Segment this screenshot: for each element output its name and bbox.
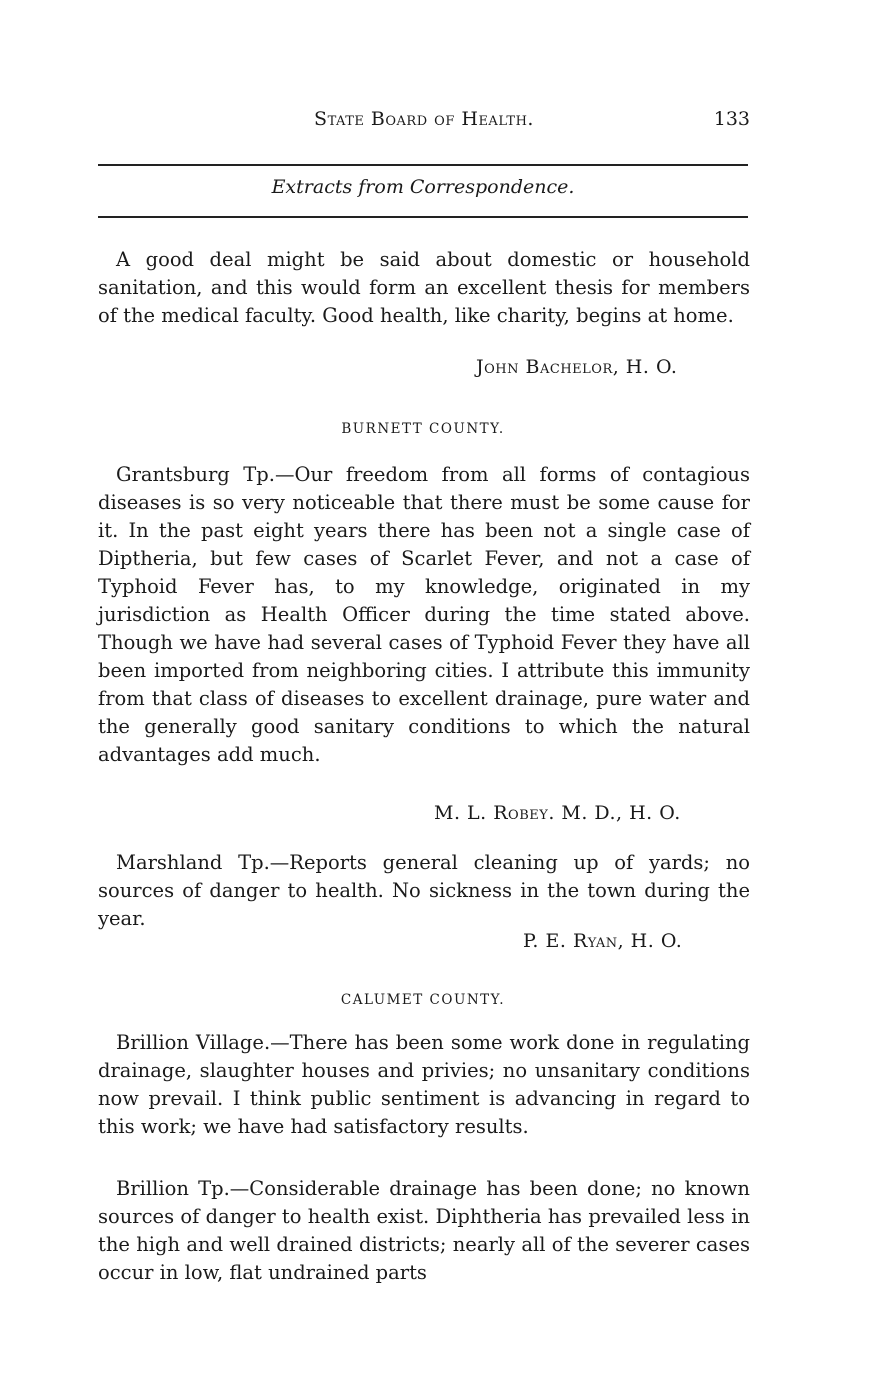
grantsburg-paragraph <box>98 461 750 769</box>
signature-ryan: P. E. Ryan, H. O. <box>523 930 683 952</box>
running-title: State Board of Health. <box>314 108 534 130</box>
paragraph-text: Brillion Village.—There has been some work done in regulating drainage, slaughter houses and privies; no unsanitary conditions now prevail. I think public sentiment is advancing in regard to this work; we have had satisfactory results. <box>98 1031 750 1138</box>
county-heading-calumet: CALUMET COUNTY. <box>340 992 506 1008</box>
paragraph-text: Grantsburg Tp.—Our freedom from all forms of contagious diseases is so very noticeable that there must be some cause for it. In the past eight years there has been not a single case of Diptheria, but few cases of Scarlet Fever, and not a case of Typhoid Fever has, to my knowledge, originated in my jurisdiction as Health Officer during the time stated above. Though we have had several cases of Typhoid Fever they have all been imported from neighboring cities. I attribute this immunity from that class of diseases to excellent drainage, pure water and the generally good sanitary conditions to which the natural advantages add much. <box>98 463 750 766</box>
signature-bachelor: John Bachelor, H. O. <box>476 356 678 378</box>
paragraph-text: Brillion Tp.—Considerable drainage has been done; no known sources of danger to health exist. Diphtheria has prevailed less in the high and well drained districts; nearly all of the severer cases occur in low, flat undrained parts <box>98 1177 750 1284</box>
page-number: 133 <box>713 108 750 130</box>
paragraph-text: Marshland Tp.—Reports general cleaning up of yards; no sources of danger to health. No sickness in the town during the year. <box>98 851 750 930</box>
bottom-rule <box>98 216 748 218</box>
opening-paragraph <box>98 246 750 330</box>
marshland-paragraph <box>98 849 750 933</box>
paragraph-text: A good deal might be said about domestic or household sanitation, and this would form an excellent thesis for members of the medical faculty. Good health, like charity, begins at home. <box>98 248 750 327</box>
section-title: Extracts from Correspondence. <box>271 176 575 198</box>
signature-robey: M. L. Robey. M. D., H. O. <box>434 802 681 824</box>
brillion-village-paragraph <box>98 1029 750 1141</box>
top-rule <box>98 164 748 166</box>
brillion-tp-paragraph <box>98 1175 750 1287</box>
running-head <box>98 108 750 138</box>
county-heading-burnett: BURNETT COUNTY. <box>341 421 505 437</box>
